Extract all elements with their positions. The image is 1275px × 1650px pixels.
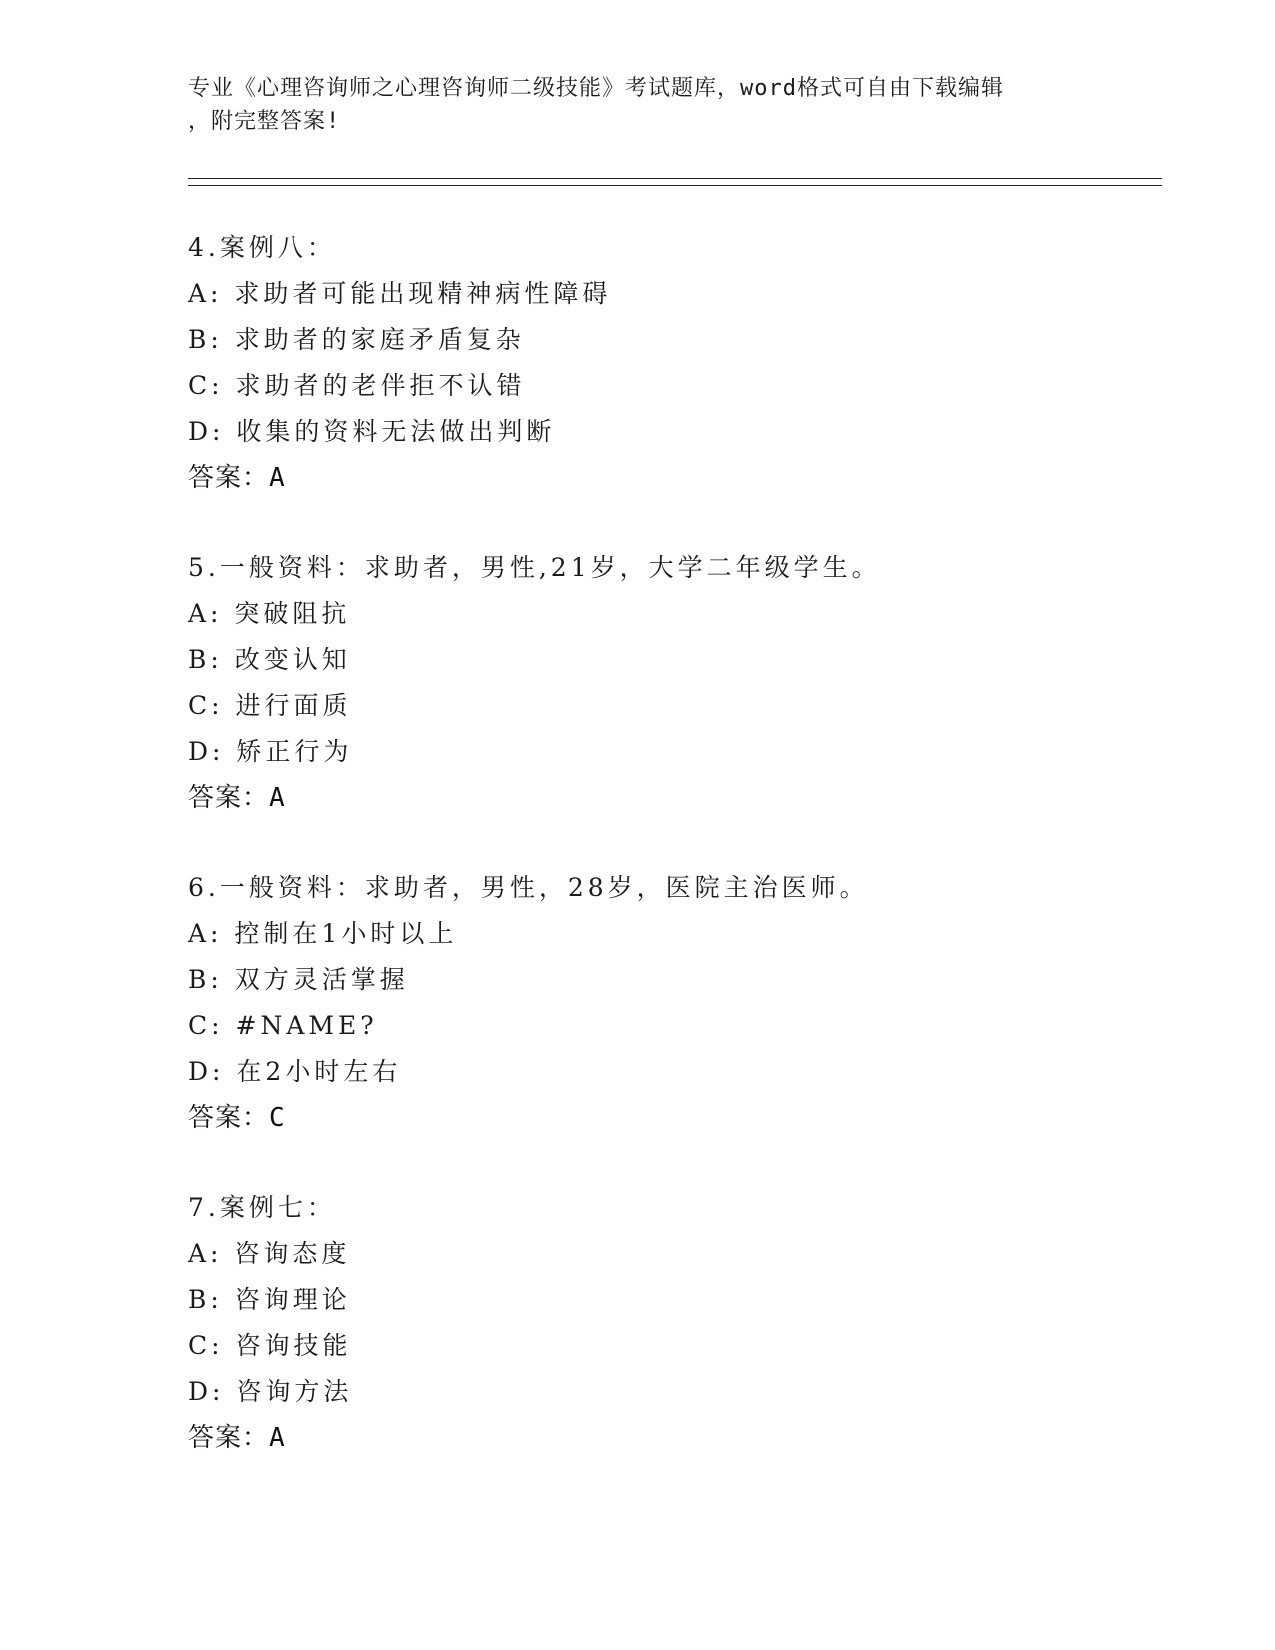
question-stem: 6.一般资料：求助者，男性，28岁，医院主治医师。	[188, 873, 869, 902]
option-c: C: 进行面质	[188, 691, 352, 720]
answer-line: 答案：A	[188, 463, 286, 493]
question-stem: 5.一般资料：求助者，男性,21岁，大学二年级学生。	[188, 553, 881, 582]
question-stem: 4.案例八：	[188, 233, 336, 262]
option-a: A: 控制在1小时以上	[188, 919, 458, 948]
question-4	[188, 225, 1168, 501]
question-7	[188, 1185, 1168, 1461]
option-d: D: 在2小时左右	[188, 1057, 402, 1086]
question-5	[188, 545, 1168, 821]
option-d: D: 矫正行为	[188, 737, 353, 766]
document-header	[188, 72, 1088, 138]
option-a: A: 求助者可能出现精神病性障碍	[188, 279, 612, 308]
answer-line: 答案：A	[188, 1423, 286, 1453]
option-b: B: 双方灵活掌握	[188, 965, 409, 994]
header-divider	[188, 178, 1162, 186]
option-a: A: 咨询态度	[188, 1239, 351, 1268]
option-b: B: 改变认知	[188, 645, 351, 674]
question-stem: 7.案例七：	[188, 1193, 336, 1222]
option-d: D: 咨询方法	[188, 1377, 353, 1406]
option-c: C: 求助者的老伴拒不认错	[188, 371, 526, 400]
answer-line: 答案：A	[188, 783, 286, 813]
header-line-2: ，附完整答案!	[188, 109, 341, 134]
question-6	[188, 865, 1168, 1141]
option-c: C: 咨询技能	[188, 1331, 352, 1360]
option-a: A: 突破阻抗	[188, 599, 351, 628]
header-line-1: 专业《心理咨询师之心理咨询师二级技能》考试题库，word格式可自由下载编辑	[188, 76, 1004, 101]
option-c: C: #NAME?	[188, 1011, 378, 1040]
answer-line: 答案：C	[188, 1103, 286, 1133]
option-d: D: 收集的资料无法做出判断	[188, 417, 556, 446]
option-b: B: 求助者的家庭矛盾复杂	[188, 325, 525, 354]
option-b: B: 咨询理论	[188, 1285, 351, 1314]
